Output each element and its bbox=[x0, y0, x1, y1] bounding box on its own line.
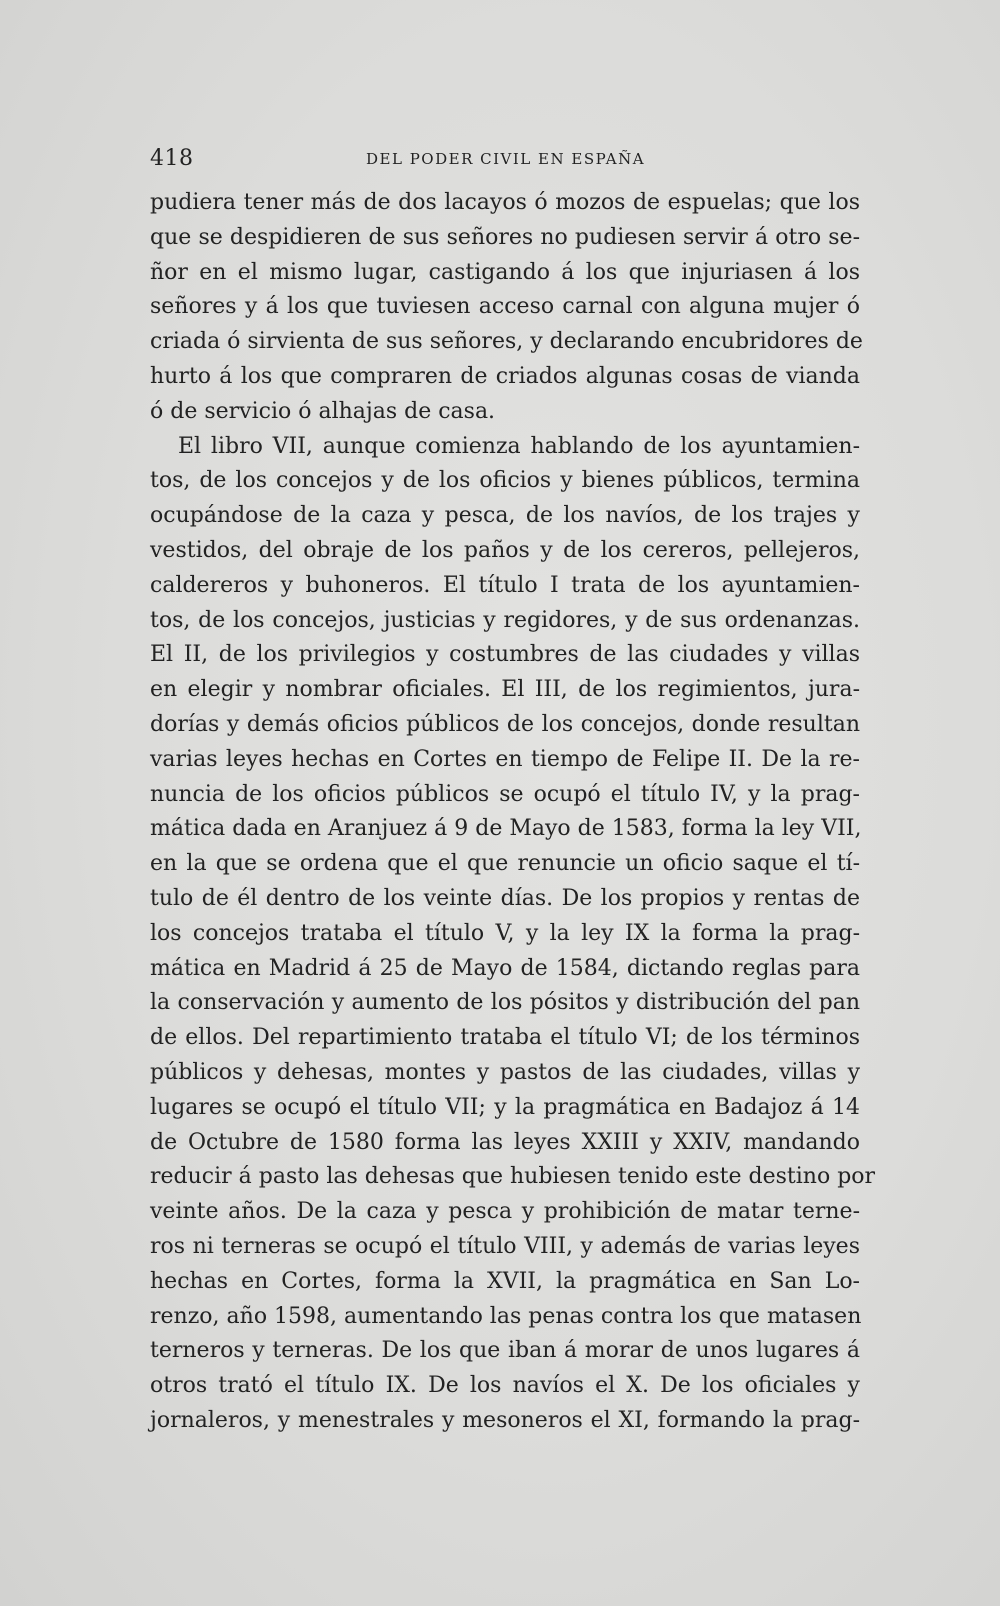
text-line: pudiera tener más de dos lacayos ó mozos de espuelas; que los bbox=[150, 190, 860, 215]
text-line: mática en Madrid á 25 de Mayo de 1584, dictando reglas para bbox=[150, 955, 860, 981]
text-line: veinte años. De la caza y pesca y prohibición de matar terne- bbox=[150, 1199, 860, 1225]
text-line: mática dada en Aranjuez á 9 de Mayo de 1583, forma la ley VII, bbox=[150, 816, 862, 842]
text-line: caldereros y buhoneros. El título I trata de los ayuntamien- bbox=[150, 572, 860, 598]
body-text bbox=[150, 186, 876, 1439]
text-line: ñor en el mismo lugar, castigando á los que injuriasen á los bbox=[150, 259, 860, 285]
text-line: ocupándose de la caza y pesca, de los navíos, de los trajes y bbox=[150, 503, 860, 529]
page-header bbox=[150, 146, 890, 176]
text-line: otros trató el título IX. De los navíos el X. De los oficiales y bbox=[150, 1373, 860, 1399]
text-line: tulo de él dentro de los veinte días. De los propios y rentas de bbox=[150, 885, 860, 911]
text-line: que se despidieren de sus señores no pudiesen servir á otro se- bbox=[150, 224, 860, 250]
text-line: terneros y terneras. De los que iban á morar de unos lugares á bbox=[150, 1338, 860, 1364]
text-line: jornaleros, y menestrales y mesoneros el XI, formando la prag- bbox=[150, 1407, 860, 1433]
text-line: en la que se ordena que el que renuncie un oficio saque el tí- bbox=[150, 851, 860, 877]
text-line: los concejos trataba el título V, y la ley IX la forma la prag- bbox=[150, 920, 860, 946]
text-line: ó de servicio ó alhajas de casa. bbox=[150, 398, 496, 424]
page-number: 418 bbox=[150, 146, 194, 171]
text-line: renzo, año 1598, aumentando las penas contra los que matasen bbox=[150, 1303, 862, 1329]
text-line: vestidos, del obraje de los paños y de los cereros, pellejeros, bbox=[150, 537, 860, 563]
text-line: varias leyes hechas en Cortes en tiempo de Felipe II. De la re- bbox=[150, 746, 860, 772]
text-line: de Octubre de 1580 forma las leyes XXIII y XXIV, mandando bbox=[150, 1129, 860, 1155]
text-line: dorías y demás oficios públicos de los concejos, donde resultan bbox=[150, 711, 860, 737]
running-title: DEL PODER CIVIL EN ESPAÑA bbox=[366, 150, 646, 168]
text-line: públicos y dehesas, montes y pastos de las ciudades, villas y bbox=[150, 1059, 860, 1085]
text-line: El libro VII, aunque comienza hablando de los ayuntamien- bbox=[178, 433, 860, 459]
text-line: nuncia de los oficios públicos se ocupó el título IV, y la prag- bbox=[150, 781, 860, 807]
text-line: hechas en Cortes, forma la XVII, la pragmática en San Lo- bbox=[150, 1268, 860, 1294]
text-line: criada ó sirvienta de sus señores, y declarando encubridores de bbox=[150, 329, 863, 355]
text-line: ros ni terneras se ocupó el título VIII, y además de varias leyes bbox=[150, 1233, 860, 1259]
text-line: lugares se ocupó el título VII; y la pragmática en Badajoz á 14 bbox=[150, 1094, 860, 1120]
text-line: hurto á los que compraren de criados algunas cosas de vianda bbox=[150, 363, 860, 389]
text-line: reducir á pasto las dehesas que hubiesen tenido este destino por bbox=[150, 1164, 876, 1190]
text-line: la conservación y aumento de los pósitos y distribución del pan bbox=[150, 990, 860, 1016]
text-line: de ellos. Del repartimiento trataba el título VI; de los términos bbox=[150, 1025, 860, 1051]
text-line: tos, de los concejos y de los oficios y bienes públicos, termina bbox=[150, 468, 860, 494]
text-line: El II, de los privilegios y costumbres de las ciudades y villas bbox=[150, 642, 860, 668]
text-line: señores y á los que tuviesen acceso carnal con alguna mujer ó bbox=[150, 294, 860, 320]
text-line: en elegir y nombrar oficiales. El III, de los regimientos, jura- bbox=[150, 677, 860, 703]
text-line: tos, de los concejos, justicias y regidores, y de sus ordenanzas. bbox=[150, 607, 860, 633]
